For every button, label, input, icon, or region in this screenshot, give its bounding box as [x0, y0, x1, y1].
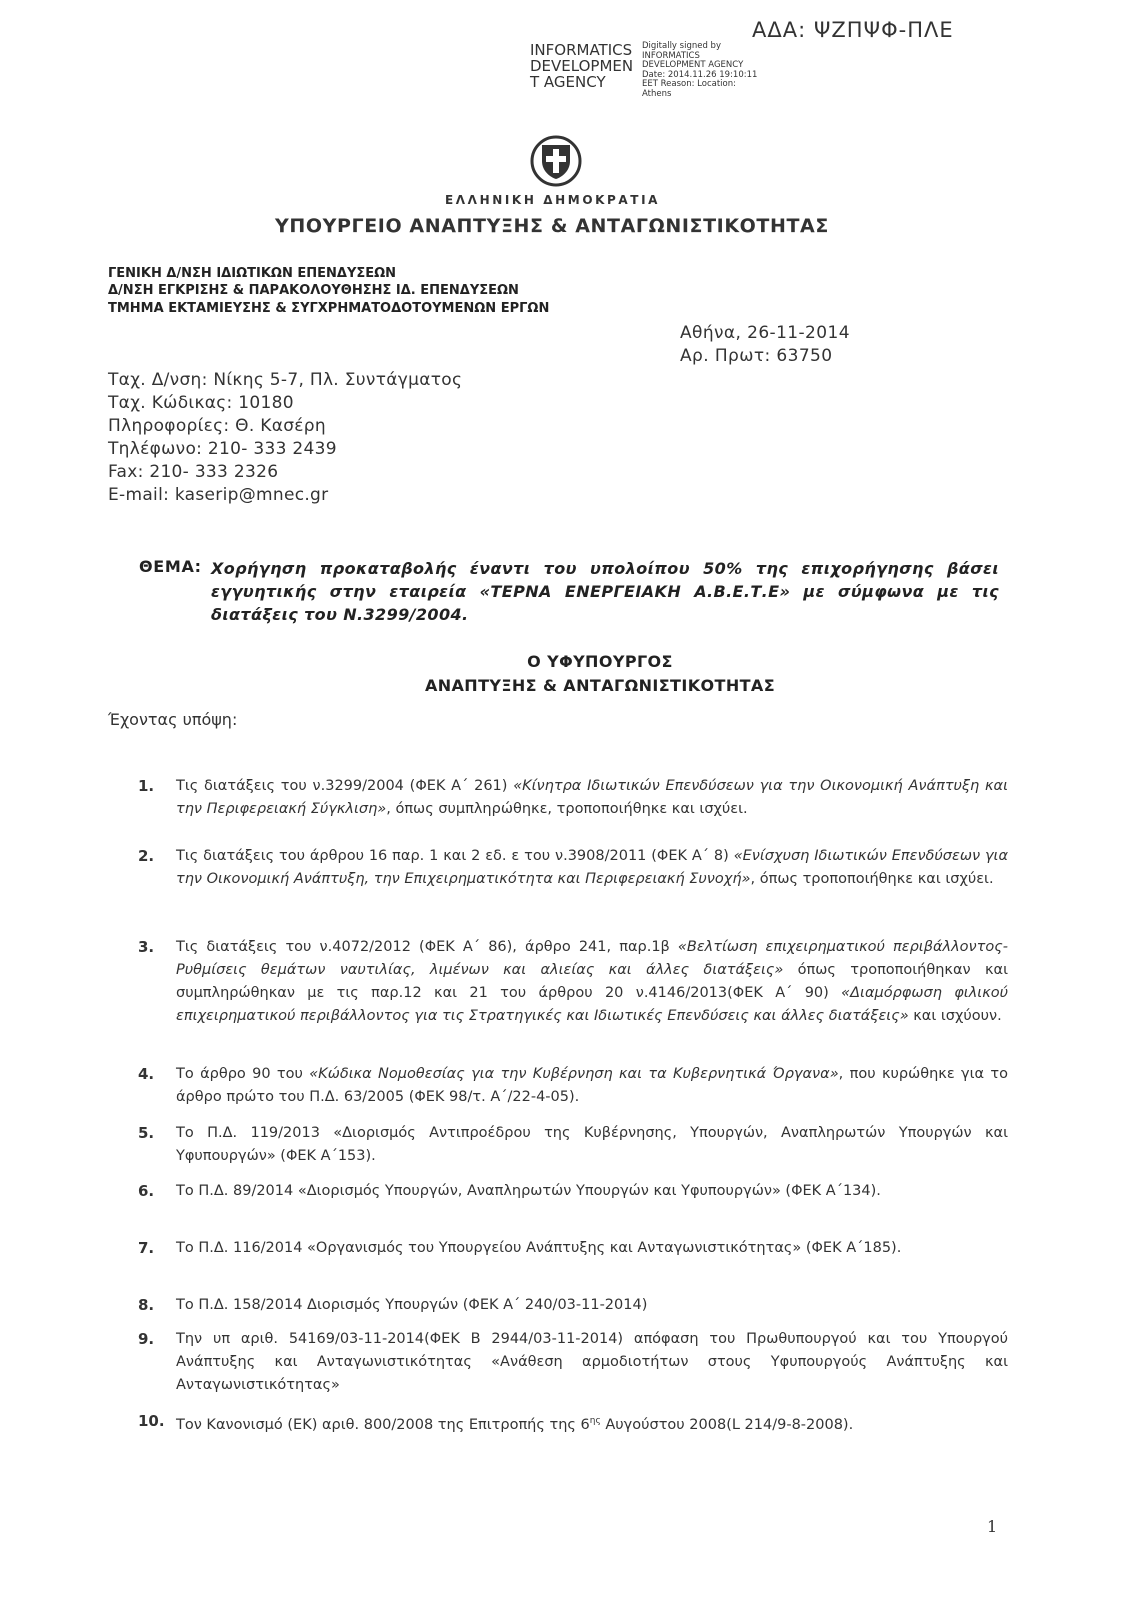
list-item-text: , που κυρώθηκε για το άρθρο πρώτο του Π.Δ. 63/2005 (ΦΕΚ 98/τ. Α΄/22-4-05).: [176, 1066, 1008, 1105]
greek-coat-of-arms-icon: [526, 135, 586, 187]
list-item-text: Την υπ αριθ. 54169/03-11-2014(ΦΕΚ Β 2944/03-11-2014) απόφαση του Πρωθυπουργού και του Υπουργού Ανάπτυξης και Ανταγωνιστικότητας «Ανάθεση αρμοδιοτήτων στους Υφυπουργούς Ανάπτυξης και Ανταγωνιστικότητας»: [176, 1331, 1008, 1393]
contact-fax: Fax: 210- 333 2326: [108, 462, 279, 482]
list-item-text: Το Π.Δ. 119/2013 «Διορισμός Αντιπροέδρου της Κυβέρνησης, Υπουργών, Αναπληρωτών Υπουργών και Υφυπουργών» (ΦΕΚ Α΄153).: [176, 1125, 1008, 1164]
list-item-text: Τις διατάξεις του ν.3299/2004 (ΦΕΚ Α΄ 261): [176, 778, 514, 794]
department-line: Δ/ΝΣΗ ΕΓΚΡΙΣΗΣ & ΠΑΡΑΚΟΛΟΥΘΗΣΗΣ ΙΔ. ΕΠΕΝΔΥΣΕΩΝ: [108, 283, 519, 298]
list-item-text: όπως τροποποιήθηκαν και συμπληρώθηκαν με τις παρ.12 και 21 του άρθρου 20 ν.4146/2013(ΦΕΚ Α΄ 90): [176, 962, 1008, 1001]
considering-heading: Έχοντας υπόψη:: [108, 710, 238, 729]
page-number: 1: [987, 1517, 998, 1536]
list-item-number: 6.: [138, 1182, 155, 1200]
list-item: [138, 1122, 1008, 1168]
list-item: [138, 775, 1008, 821]
list-item-text: Το Π.Δ. 158/2014 Διορισμός Υπουργών (ΦΕΚ Α΄ 240/03-11-2014): [176, 1297, 648, 1313]
list-item-number: 2.: [138, 847, 155, 865]
list-item: [138, 1180, 1008, 1203]
list-item-text: Τις διατάξεις του ν.4072/2012 (ΦΕΚ Α΄ 86), άρθρο 241, παρ.1β: [176, 939, 678, 955]
contact-phone: Τηλέφωνο: 210- 333 2439: [108, 439, 337, 459]
list-item-number: 8.: [138, 1296, 155, 1314]
document-date: Αθήνα, 26-11-2014: [680, 323, 850, 343]
list-item-number: 10.: [138, 1412, 165, 1430]
list-item-number: 3.: [138, 938, 155, 956]
deputy-minister-title: Ο ΥΦΥΠΟΥΡΓΟΣ: [527, 652, 673, 671]
republic-heading: ΕΛΛΗΝΙΚΗ ΔΗΜΟΚΡΑΤΙΑ: [445, 193, 661, 207]
department-line: ΤΜΗΜΑ ΕΚΤΑΜΙΕΥΣΗΣ & ΣΥΓΧΡΗΜΑΤΟΔΟΤΟΥΜΕΝΩΝ ΕΡΓΩΝ: [108, 301, 550, 316]
list-item-text: , όπως τροποποιήθηκε και ισχύει.: [750, 871, 994, 887]
list-item-number: 4.: [138, 1065, 155, 1083]
ministry-heading: ΥΠΟΥΡΓΕΙΟ ΑΝΑΠΤΥΞΗΣ & ΑΝΤΑΓΩΝΙΣΤΙΚΟΤΗΤΑΣ: [275, 215, 829, 237]
list-item-italic: «Βελτίωση επιχειρηματικού περιβάλλοντος- Ρυθμίσεις θεμάτων ναυτιλίας, λιμένων και αλιείας και άλλες διατάξεις»: [176, 939, 1008, 978]
list-item-number: 7.: [138, 1239, 155, 1257]
list-item: [138, 845, 1008, 891]
list-item-text: Τις διατάξεις του άρθρου 16 παρ. 1 και 2 εδ. ε του ν.3908/2011 (ΦΕΚ Α΄ 8): [176, 848, 734, 864]
contact-address: Ταχ. Δ/νση: Νίκης 5-7, Πλ. Συντάγματος: [108, 370, 463, 390]
list-item-text: και ισχύουν.: [908, 1008, 1002, 1024]
list-item-text: , όπως συμπληρώθηκε, τροποποιήθηκε και ισχύει.: [386, 801, 748, 817]
contact-postal-code: Ταχ. Κώδικας: 10180: [108, 393, 294, 413]
list-item-number: 5.: [138, 1124, 155, 1142]
deputy-minister-ministry: ΑΝΑΠΤΥΞΗΣ & ΑΝΤΑΓΩΝΙΣΤΙΚΟΤΗΤΑΣ: [424, 676, 776, 695]
subject-label: ΘΕΜΑ:: [139, 557, 202, 576]
list-item: [138, 1063, 1008, 1109]
contact-info: Πληροφορίες: Θ. Κασέρη: [108, 416, 326, 436]
list-item: [138, 1237, 1008, 1260]
list-item-italic: «Ενίσχυση Ιδιωτικών Επενδύσεων για την Οικονομική Ανάπτυξη, την Επιχειρηματικότητα και Περιφερειακή Συνοχή»: [176, 848, 1008, 887]
ada-code: ΑΔΑ: ΨΖΠΨΦ-ΠΛΕ: [752, 18, 954, 42]
contact-email: E-mail: kaserip@mnec.gr: [108, 485, 329, 505]
list-item-italic: «Κώδικα Νομοθεσίας για την Κυβέρνηση και τα Κυβερνητικά Όργανα»: [309, 1066, 839, 1082]
list-item-italic: «Διαμόρφωση φιλικού επιχειρηματικού περιβάλλοντος για τις Στρατηγικές και Ιδιωτικές Επενδύσεις και άλλες διατάξεις»: [176, 985, 1008, 1024]
list-item-text: Το Π.Δ. 116/2014 «Οργανισμός του Υπουργείου Ανάπτυξης και Ανταγωνιστικότητας» (ΦΕΚ Α΄185).: [176, 1240, 902, 1256]
department-line: ΓΕΝΙΚΗ Δ/ΝΣΗ ΙΔΙΩΤΙΚΩΝ ΕΠΕΝΔΥΣΕΩΝ: [108, 266, 397, 281]
list-item: [138, 936, 1008, 1028]
digital-signature-details: Digitally signed by INFORMATICS DEVELOPMENT AGENCY Date: 2014.11.26 19:10:11 EET Reason: Location: Athens: [642, 41, 758, 99]
list-item-text: Το Π.Δ. 89/2014 «Διορισμός Υπουργών, Αναπληρωτών Υπουργών και Υφυπουργών» (ΦΕΚ Α΄134).: [176, 1183, 881, 1199]
list-item-number: 9.: [138, 1330, 155, 1348]
list-item: [138, 1328, 1008, 1397]
list-item-superscript: ης: [589, 1416, 601, 1426]
list-item-number: 1.: [138, 777, 155, 795]
list-item-text: Τον Κανονισμό (ΕΚ) αριθ. 800/2008 της Επιτροπής της 6: [176, 1416, 590, 1433]
digital-signature-name: INFORMATICS DEVELOPMEN T AGENCY: [530, 41, 634, 91]
list-item: [138, 1294, 1008, 1317]
list-item: [138, 1410, 1008, 1437]
list-item-text: Αυγούστου 2008(L 214/9-8-2008).: [600, 1416, 854, 1433]
protocol-number: Αρ. Πρωτ: 63750: [680, 346, 833, 366]
subject-text: Χορήγηση προκαταβολής έναντι του υπολοίπου 50% της επιχορήγησης βάσει εγγυητικής στην εταιρεία «ΤΕΡΝΑ ΕΝΕΡΓΕΙΑΚΗ Α.Β.Ε.Τ.Ε» με σύμφωνα με τις διατάξεις του Ν.3299/2004.: [211, 559, 999, 624]
list-item-text: Το άρθρο 90 του: [176, 1066, 310, 1082]
list-item-italic: «Κίνητρα Ιδιωτικών Επενδύσεων για την Οικονομική Ανάπτυξη και την Περιφερειακή Σύγκλιση»: [176, 778, 1008, 817]
